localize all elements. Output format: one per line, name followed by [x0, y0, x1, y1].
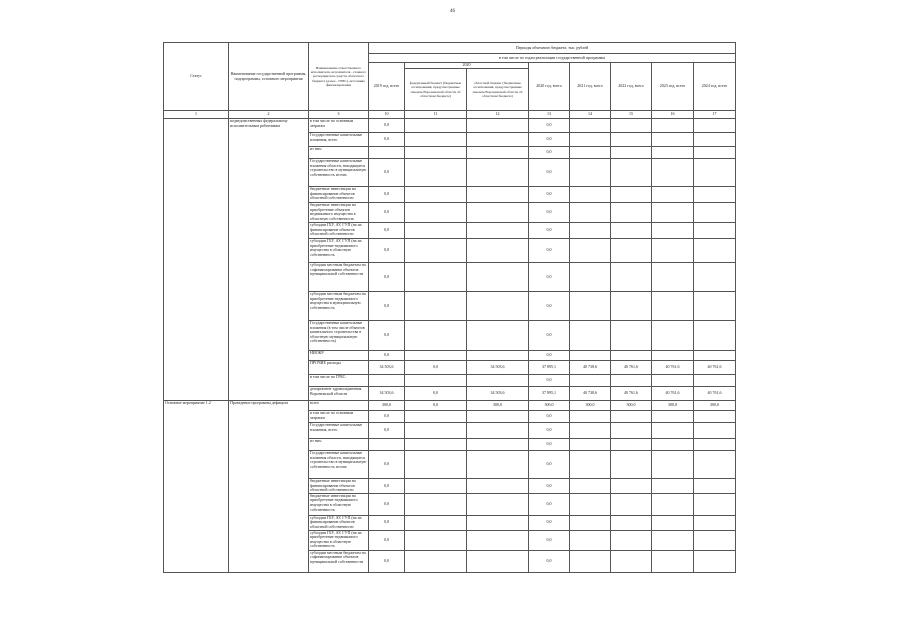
col-number: 14 — [570, 111, 611, 119]
budget-table — [163, 42, 736, 573]
cell-value — [652, 515, 694, 530]
cell-value — [652, 239, 694, 263]
cell-value: 0,0 — [369, 119, 405, 133]
row-source-label: Государственные капитальные вложения, всего — [309, 133, 369, 147]
row-status — [164, 119, 229, 401]
cell-value: 0,0 — [529, 239, 570, 263]
cell-value — [652, 159, 694, 187]
cell-value — [467, 351, 529, 361]
cell-value: 0,0 — [369, 203, 405, 223]
cell-value — [570, 321, 611, 351]
cell-value — [405, 119, 467, 133]
cell-value — [405, 133, 467, 147]
cell-value: 0,0 — [529, 133, 570, 147]
row-source-label: субсидии местным бюджетам на софинансирование объектов муниципальной собственности — [309, 550, 369, 572]
cell-value: 40 761,6 — [694, 387, 736, 401]
cell-value — [467, 479, 529, 494]
cell-value: 0,0 — [529, 493, 570, 515]
row-source-label: бюджетные инвестиции на приобретение объектов недвижимого имущества в областную собственность — [309, 203, 369, 223]
cell-value — [611, 550, 652, 572]
cell-value: 300,0 — [467, 401, 529, 411]
row-source-label: субсидии ГБУ, АУ, ГУП (на их финансирование объектов областной собственности — [309, 515, 369, 530]
cell-value — [611, 530, 652, 550]
cell-value: 0,0 — [369, 187, 405, 203]
header-y2020-total: 2020 год, всего — [529, 63, 570, 111]
header-y2022: 2022 год, всего — [611, 63, 652, 111]
cell-value: 40 738,6 — [570, 361, 611, 375]
cell-value: 0,0 — [529, 530, 570, 550]
cell-value — [652, 119, 694, 133]
header-sources: Наименование ответственного исполнителя, исполнителя - главного распорядителя средств областного бюджета (далее - ГРБС), источника финансирования — [309, 43, 369, 111]
cell-value — [611, 187, 652, 203]
cell-value — [694, 411, 736, 423]
cell-value — [405, 147, 467, 159]
cell-value — [405, 321, 467, 351]
cell-value — [570, 493, 611, 515]
cell-value — [694, 550, 736, 572]
cell-value — [405, 451, 467, 479]
cell-value: 0,0 — [369, 479, 405, 494]
cell-value — [611, 159, 652, 187]
cell-value — [570, 119, 611, 133]
cell-value — [467, 239, 529, 263]
cell-value: 0,0 — [369, 159, 405, 187]
header-federal: федеральный бюджет (бюджетные ассигнования, предусмотренные законом Воронежской области об областном бюджете) — [405, 69, 467, 111]
cell-value — [611, 147, 652, 159]
cell-value: 300,0 — [570, 401, 611, 411]
cell-value: 0,0 — [369, 292, 405, 321]
cell-value — [405, 411, 467, 423]
cell-value: 37 895,1 — [529, 387, 570, 401]
cell-value — [405, 423, 467, 439]
cell-value — [570, 239, 611, 263]
cell-value: 40 761,6 — [694, 361, 736, 375]
cell-value — [570, 423, 611, 439]
cell-value — [611, 119, 652, 133]
cell-value — [694, 263, 736, 292]
cell-value — [467, 515, 529, 530]
col-number: 10 — [369, 111, 405, 119]
cell-value — [570, 375, 611, 387]
row-source-label: субсидии местным бюджетам на приобретение недвижимого имущества в муниципальную собственность — [309, 292, 369, 321]
cell-value — [467, 292, 529, 321]
cell-value — [694, 187, 736, 203]
cell-value: 0,0 — [529, 550, 570, 572]
cell-value — [611, 321, 652, 351]
cell-value — [405, 375, 467, 387]
cell-value — [467, 321, 529, 351]
cell-value — [467, 439, 529, 451]
row-source-label: в том числе по ГРБС: — [309, 375, 369, 387]
cell-value — [694, 479, 736, 494]
col-number: 1 — [164, 111, 229, 119]
header-period: Периоды объемного бюджета, тыс. рублей — [369, 43, 736, 54]
cell-value — [694, 223, 736, 239]
cell-value — [405, 159, 467, 187]
cell-value: 300,0 — [652, 401, 694, 411]
cell-value — [467, 203, 529, 223]
cell-value — [611, 239, 652, 263]
col-number: 2 — [229, 111, 309, 119]
row-source-label: бюджетные инвестиции на финансирование объектов областной собственности — [309, 479, 369, 494]
cell-value — [652, 321, 694, 351]
cell-value: 300,0 — [694, 401, 736, 411]
cell-value — [405, 493, 467, 515]
cell-value — [467, 133, 529, 147]
cell-value — [467, 423, 529, 439]
cell-value — [570, 223, 611, 239]
cell-value: 0,0 — [529, 321, 570, 351]
cell-value — [405, 515, 467, 530]
cell-value — [405, 439, 467, 451]
cell-value: 0,0 — [369, 530, 405, 550]
cell-value — [694, 423, 736, 439]
cell-value — [405, 550, 467, 572]
cell-value — [694, 375, 736, 387]
cell-value — [405, 351, 467, 361]
col-number: 17 — [694, 111, 736, 119]
cell-value: 0,0 — [369, 351, 405, 361]
cell-value — [694, 530, 736, 550]
cell-value — [570, 292, 611, 321]
col-number: 11 — [405, 111, 467, 119]
cell-value — [611, 423, 652, 439]
cell-value — [611, 263, 652, 292]
cell-value — [611, 351, 652, 361]
header-y2023: 2023 год, всего — [652, 63, 694, 111]
cell-value: 0,0 — [529, 411, 570, 423]
row-status: Основное мероприятие 1.2 — [164, 401, 229, 573]
cell-value — [570, 439, 611, 451]
cell-value — [652, 133, 694, 147]
cell-value — [694, 321, 736, 351]
cell-value — [652, 147, 694, 159]
cell-value — [467, 451, 529, 479]
cell-value — [652, 203, 694, 223]
cell-value — [369, 147, 405, 159]
cell-value — [652, 550, 694, 572]
row-source-label: бюджетные инвестиции на финансирование объектов областной собственности — [309, 187, 369, 203]
cell-value: 0,0 — [529, 159, 570, 187]
header-y2019: 2019 год, всего — [369, 63, 405, 111]
row-source-label: департамент здравоохранения Воронежской области — [309, 387, 369, 401]
cell-value — [694, 292, 736, 321]
cell-value — [467, 493, 529, 515]
cell-value — [652, 439, 694, 451]
cell-value — [611, 133, 652, 147]
col-number: 12 — [467, 111, 529, 119]
col-number: 13 — [529, 111, 570, 119]
cell-value — [652, 411, 694, 423]
col-number: 3 — [309, 111, 369, 119]
row-program-name: Проведение программы дефицита — [229, 401, 309, 573]
cell-value — [694, 159, 736, 187]
table-row — [164, 119, 736, 133]
cell-value — [652, 479, 694, 494]
row-source-label: Государственные капитальные вложения области, находящиеся строительство в муниципальную собственность из них — [309, 159, 369, 187]
row-source-label: субсидии ГБУ, АУ, ГУП (на их приобретение недвижимого имущества в областную собственность — [309, 530, 369, 550]
cell-value — [694, 493, 736, 515]
cell-value — [570, 515, 611, 530]
cell-value: 0,0 — [529, 479, 570, 494]
cell-value — [652, 263, 694, 292]
cell-value — [405, 530, 467, 550]
cell-value — [467, 187, 529, 203]
cell-value — [570, 479, 611, 494]
cell-value: 0,0 — [529, 439, 570, 451]
cell-value: 34 503,6 — [369, 361, 405, 375]
cell-value — [570, 263, 611, 292]
row-source-label: Государственные капитальные вложения (в том числе объектов капитального строительства в областную муниципальную собственность) — [309, 321, 369, 351]
cell-value — [570, 550, 611, 572]
cell-value — [694, 451, 736, 479]
row-source-label: бюджетные инвестиции на приобретение недвижимого имущества в областную собственность — [309, 493, 369, 515]
cell-value — [694, 515, 736, 530]
cell-value — [467, 411, 529, 423]
header-incl-regional: в том числе по годам реализации государственной программы — [369, 54, 736, 63]
cell-value — [405, 187, 467, 203]
header-y2021: 2021 год, всего — [570, 63, 611, 111]
row-source-label: в том числе по основным затратам — [309, 411, 369, 423]
cell-value — [652, 375, 694, 387]
cell-value — [694, 133, 736, 147]
cell-value: 0,0 — [529, 292, 570, 321]
cell-value: 0,0 — [369, 411, 405, 423]
cell-value — [611, 515, 652, 530]
cell-value: 300,0 — [529, 401, 570, 411]
cell-value — [467, 159, 529, 187]
cell-value: 0,0 — [369, 423, 405, 439]
row-source-label: субсидии ГБУ, АУ, ГУП (на их финансирование объектов областной собственности — [309, 223, 369, 239]
cell-value — [467, 550, 529, 572]
cell-value — [570, 147, 611, 159]
cell-value: 0,0 — [529, 423, 570, 439]
cell-value — [694, 239, 736, 263]
cell-value: 0,0 — [369, 515, 405, 530]
cell-value — [467, 223, 529, 239]
cell-value: 0,0 — [529, 223, 570, 239]
cell-value: 0,0 — [529, 451, 570, 479]
row-source-label: Государственные капитальные вложения, всего — [309, 423, 369, 439]
cell-value: 0,0 — [369, 263, 405, 292]
cell-value — [467, 530, 529, 550]
cell-value: 0,0 — [529, 515, 570, 530]
cell-value — [694, 203, 736, 223]
cell-value: 0,0 — [405, 401, 467, 411]
cell-value: 0,0 — [369, 493, 405, 515]
cell-value: 40 738,6 — [570, 387, 611, 401]
cell-value — [694, 351, 736, 361]
cell-value: 34 503,6 — [467, 361, 529, 375]
page-number: 46 — [450, 9, 455, 14]
cell-value: 0,0 — [369, 239, 405, 263]
cell-value: 0,0 — [529, 375, 570, 387]
cell-value — [694, 119, 736, 133]
cell-value — [652, 423, 694, 439]
cell-value — [570, 203, 611, 223]
cell-value: 40 761,6 — [611, 361, 652, 375]
cell-value: 0,0 — [529, 263, 570, 292]
row-source-label: Государственные капитальные вложения области, находящиеся строительство в муниципальную собственность из них — [309, 451, 369, 479]
cell-value — [694, 439, 736, 451]
row-source-label: из них: — [309, 439, 369, 451]
cell-value: 40 761,6 — [652, 387, 694, 401]
cell-value — [652, 451, 694, 479]
cell-value: 40 761,6 — [652, 361, 694, 375]
cell-value — [405, 203, 467, 223]
table-row — [164, 401, 736, 411]
cell-value — [611, 411, 652, 423]
cell-value: 300,0 — [369, 401, 405, 411]
cell-value — [652, 223, 694, 239]
cell-value — [405, 223, 467, 239]
cell-value: 0,0 — [369, 321, 405, 351]
cell-value: 0,0 — [369, 451, 405, 479]
row-program-name: подведомственных федеральному исполнительным работникам — [229, 119, 309, 401]
header-status: Статус — [164, 43, 229, 111]
cell-value — [405, 292, 467, 321]
cell-value — [611, 223, 652, 239]
cell-value — [467, 147, 529, 159]
cell-value — [611, 292, 652, 321]
cell-value — [570, 159, 611, 187]
cell-value — [611, 439, 652, 451]
cell-value — [652, 351, 694, 361]
cell-value — [611, 479, 652, 494]
cell-value — [369, 439, 405, 451]
cell-value: 0,0 — [405, 387, 467, 401]
cell-value: 0,0 — [529, 147, 570, 159]
cell-value — [611, 493, 652, 515]
cell-value — [570, 187, 611, 203]
cell-value — [652, 187, 694, 203]
cell-value: 0,0 — [529, 119, 570, 133]
cell-value — [405, 239, 467, 263]
cell-value: 34 503,6 — [369, 387, 405, 401]
cell-value: 0,0 — [529, 203, 570, 223]
col-number: 16 — [652, 111, 694, 119]
row-source-label: всего — [309, 401, 369, 411]
cell-value: 34 503,6 — [467, 387, 529, 401]
row-source-label: субсидии ГБУ, АУ, ГУП (на их приобретение недвижимого имущества в областную собственность — [309, 239, 369, 263]
cell-value: 0,0 — [529, 351, 570, 361]
cell-value: 300,0 — [611, 401, 652, 411]
row-source-label: ПРОЧИЕ расходы — [309, 361, 369, 375]
row-source-label: из них: — [309, 147, 369, 159]
cell-value: 0,0 — [369, 550, 405, 572]
header-y2020: 2020 — [405, 63, 529, 69]
cell-value — [611, 203, 652, 223]
cell-value — [467, 119, 529, 133]
row-source-label: НИОКР — [309, 351, 369, 361]
cell-value — [570, 451, 611, 479]
cell-value — [369, 375, 405, 387]
cell-value — [652, 292, 694, 321]
cell-value — [652, 493, 694, 515]
cell-value — [570, 411, 611, 423]
cell-value — [611, 375, 652, 387]
cell-value — [405, 263, 467, 292]
cell-value — [467, 375, 529, 387]
header-program-name: Наименование государственной программы, подпрограммы, основного мероприятия — [229, 43, 309, 111]
cell-value — [694, 147, 736, 159]
header-y2024: 2024 год, всего — [694, 63, 736, 111]
cell-value: 0,0 — [369, 223, 405, 239]
cell-value: 0,0 — [529, 187, 570, 203]
cell-value: 0,0 — [405, 361, 467, 375]
cell-value — [570, 351, 611, 361]
cell-value — [570, 530, 611, 550]
cell-value — [467, 263, 529, 292]
col-number: 15 — [611, 111, 652, 119]
cell-value — [652, 530, 694, 550]
cell-value — [570, 133, 611, 147]
cell-value — [611, 451, 652, 479]
row-source-label: в том числе по основным затратам — [309, 119, 369, 133]
cell-value: 40 761,6 — [611, 387, 652, 401]
cell-value: 37 895,1 — [529, 361, 570, 375]
cell-value: 0,0 — [369, 133, 405, 147]
row-source-label: субсидии местным бюджетам на софинансирование объектов муниципальной собственности — [309, 263, 369, 292]
header-regional: областной бюджет (бюджетные ассигнования, предусмотренные законом Воронежской области об областном бюджете) — [467, 69, 529, 111]
cell-value — [405, 479, 467, 494]
